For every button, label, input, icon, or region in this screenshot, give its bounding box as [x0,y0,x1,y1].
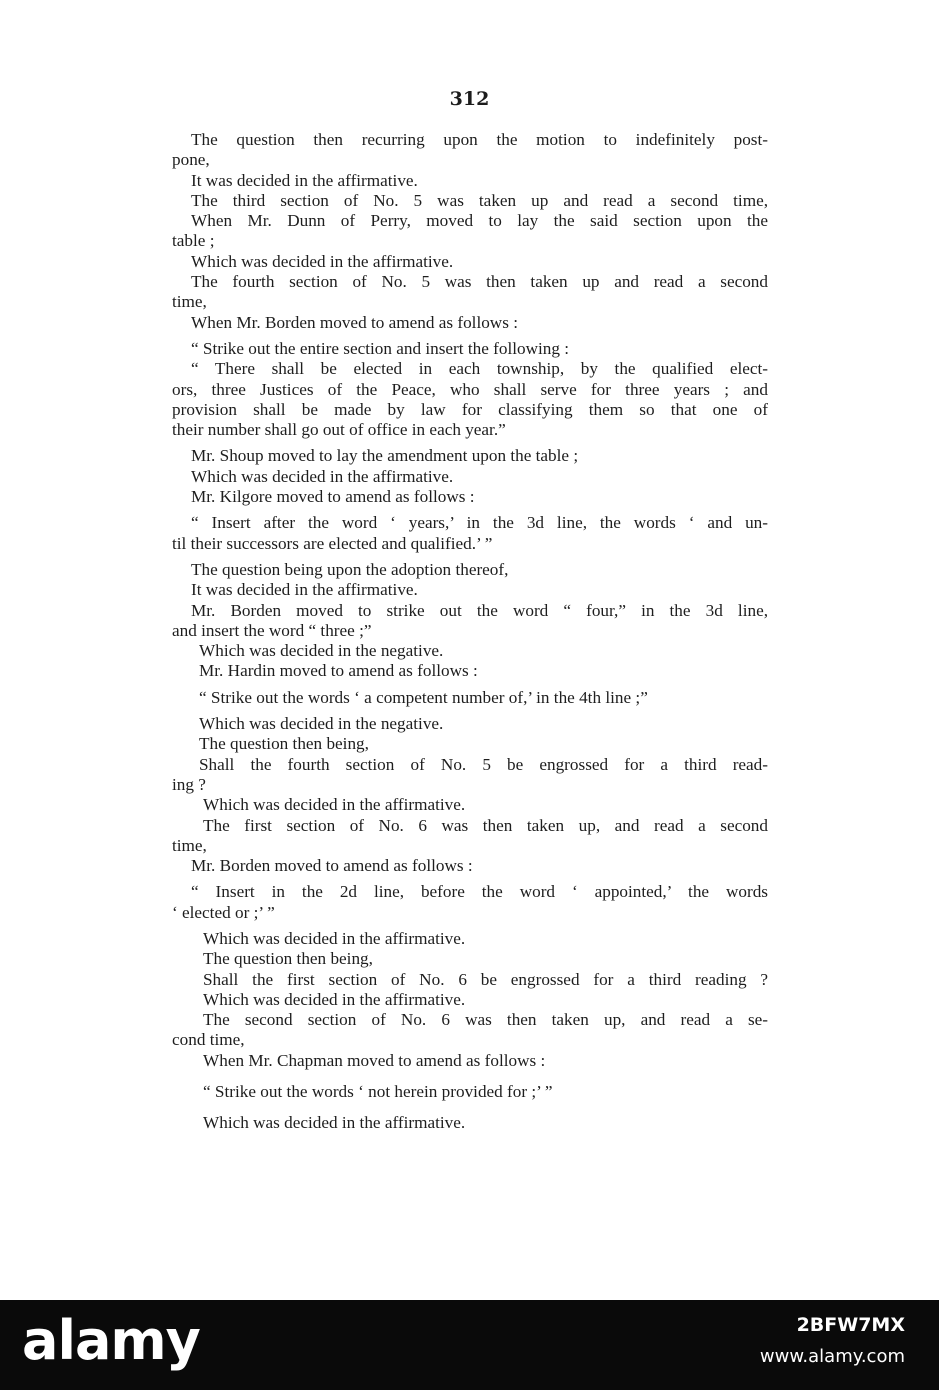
text-line: The fourth section of No. 5 was then taken up and read a second [191,272,768,292]
text-line: “ Insert after the word ‘ years,’ in the 3d line, the words ‘ and un- [191,513,768,533]
text-line: “ Strike out the entire section and insert the following : [191,338,570,358]
text-line: table ; [172,231,215,251]
text-line: It was decided in the affirmative. [191,580,418,600]
text-line: The question then recurring upon the motion to indefinitely post- [191,130,768,149]
text-line: and insert the word “ three ;” [172,620,372,640]
text-line: Shall the first section of No. 6 be engrossed for a third reading ? [203,969,768,989]
text-line: provision shall be made by law for classifying them so that one of [172,399,768,419]
body-text [172,130,768,1134]
text-line: pone, [172,150,210,170]
text-line: When Mr. Dunn of Perry, moved to lay the said section upon the [191,211,768,231]
text-line: ‘ elected or ;’ ” [172,902,275,922]
text-line: “ Strike out the words ‘ not herein provided for ;’ ” [203,1082,553,1102]
text-line: The question then being, [199,734,369,754]
watermark-url: www.alamy.com [759,1346,905,1367]
text-line: their number shall go out of office in each year.” [172,420,506,440]
text-line: Which was decided in the affirmative. [203,795,466,815]
text-line: “ There shall be elected in each township, by the qualified elect- [191,359,768,379]
text-line: Mr. Borden moved to strike out the word “ four,” in the 3d line, [191,600,768,620]
text-line: Which was decided in the affirmative. [191,251,454,271]
text-line: Mr. Kilgore moved to amend as follows : [191,487,475,507]
text-line: It was decided in the affirmative. [191,170,418,190]
text-line: ors, three Justices of the Peace, who shall serve for three years ; and [172,379,768,399]
alamy-logo: alamy [22,1309,200,1372]
text-line: When Mr. Chapman moved to amend as follows : [203,1050,546,1070]
text-line: time, [172,292,207,312]
text-line: Which was decided in the negative. [199,641,444,661]
text-line: Which was decided in the affirmative. [191,466,454,486]
text-line: The first section of No. 6 was then taken up, and read a second [203,815,768,835]
text-line: When Mr. Borden moved to amend as follows : [191,312,518,332]
text-line: cond time, [172,1030,245,1050]
text-line: “ Insert in the 2d line, before the word ‘ appointed,’ the words [191,882,768,902]
image-id: 2BFW7MX [796,1314,905,1336]
text-line: The second section of No. 6 was then taken up, and read a se- [203,1010,768,1030]
page-number: 312 [449,88,490,110]
text-line: ing ? [172,774,206,794]
text-line: Which was decided in the affirmative. [203,928,466,948]
text-line: Shall the fourth section of No. 5 be engrossed for a third read- [199,754,768,774]
text-line: “ Strike out the words ‘ a competent number of,’ in the 4th line ;” [199,687,648,707]
text-line: The third section of No. 5 was taken up and read a second time, [191,190,768,210]
text-line: Mr. Shoup moved to lay the amendment upon the table ; [191,446,579,466]
text-line: The question then being, [203,949,373,969]
text-line: Mr. Borden moved to amend as follows : [191,856,473,876]
text-line: til their successors are elected and qualified.’ ” [172,533,493,553]
text-line: Which was decided in the negative. [199,714,444,734]
text-line: Which was decided in the affirmative. [203,989,466,1009]
text-line: time, [172,835,207,855]
text-line: Which was decided in the affirmative. [203,1113,466,1133]
text-line: Mr. Hardin moved to amend as follows : [199,661,478,681]
text-line: The question being upon the adoption thereof, [191,559,509,579]
